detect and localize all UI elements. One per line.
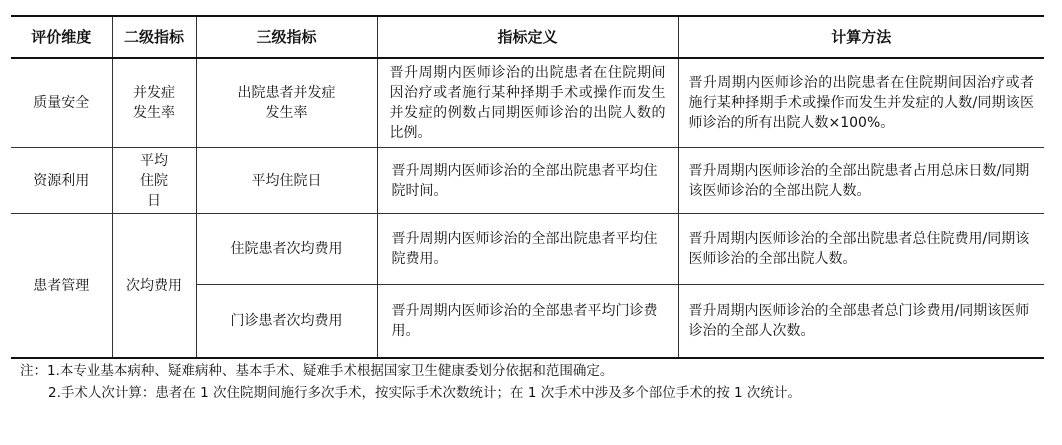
indicator-table [11, 15, 1044, 359]
cell-method: 晋升周期内医师诊治的全部出院患者总住院费用/同期该医师诊治的全部出院人数。 [678, 214, 1044, 285]
table-row [11, 148, 1044, 214]
cell-level2: 平均住院日 [112, 148, 196, 214]
cell-dimension: 质量安全 [11, 58, 112, 148]
header-dimension: 评价维度 [11, 16, 112, 58]
table-row [11, 214, 1044, 285]
header-method: 计算方法 [678, 16, 1044, 58]
cell-method: 晋升周期内医师诊治的全部患者总门诊费用/同期该医师诊治的全部人次数。 [678, 285, 1044, 359]
cell-level2: 并发症发生率 [112, 58, 196, 148]
table-row [11, 58, 1044, 148]
header-row [11, 16, 1044, 58]
header-definition: 指标定义 [377, 16, 678, 58]
cell-level3: 住院患者次均费用 [196, 214, 377, 285]
cell-dimension: 资源利用 [11, 148, 112, 214]
cell-definition: 晋升周期内医师诊治的全部出院患者平均住院时间。 [377, 148, 678, 214]
cell-level3: 出院患者并发症发生率 [196, 58, 377, 148]
cell-method: 晋升周期内医师诊治的出院患者在住院期间因治疗或者施行某种择期手术或操作而发生并发症的人数/同期该医师诊治的所有出院人数×100%。 [678, 58, 1044, 148]
footnote-1: 注：1.本专业基本病种、疑难病种、基本手术、疑难手术根据国家卫生健康委划分依据和范围确定。 [20, 363, 614, 379]
cell-definition: 晋升周期内医师诊治的出院患者在住院期间因治疗或者施行某种择期手术或操作而发生并发症的例数占同期医师诊治的出院人数的比例。 [377, 58, 678, 148]
cell-level3: 门诊患者次均费用 [196, 285, 377, 359]
footnote-2: 2.手术人次计算：患者在 1 次住院期间施行多次手术，按实际手术次数统计；在 1 次手术中涉及多个部位手术的按 1 次统计。 [48, 385, 801, 401]
header-level2: 二级指标 [112, 16, 196, 58]
header-level3: 三级指标 [196, 16, 377, 58]
cell-level3: 平均住院日 [196, 148, 377, 214]
cell-level2: 次均费用 [112, 214, 196, 359]
footnotes [20, 360, 801, 404]
cell-dimension: 患者管理 [11, 214, 112, 359]
cell-definition: 晋升周期内医师诊治的全部出院患者平均住院费用。 [377, 214, 678, 285]
cell-definition: 晋升周期内医师诊治的全部患者平均门诊费用。 [377, 285, 678, 359]
cell-method: 晋升周期内医师诊治的全部出院患者占用总床日数/同期该医师诊治的全部出院人数。 [678, 148, 1044, 214]
